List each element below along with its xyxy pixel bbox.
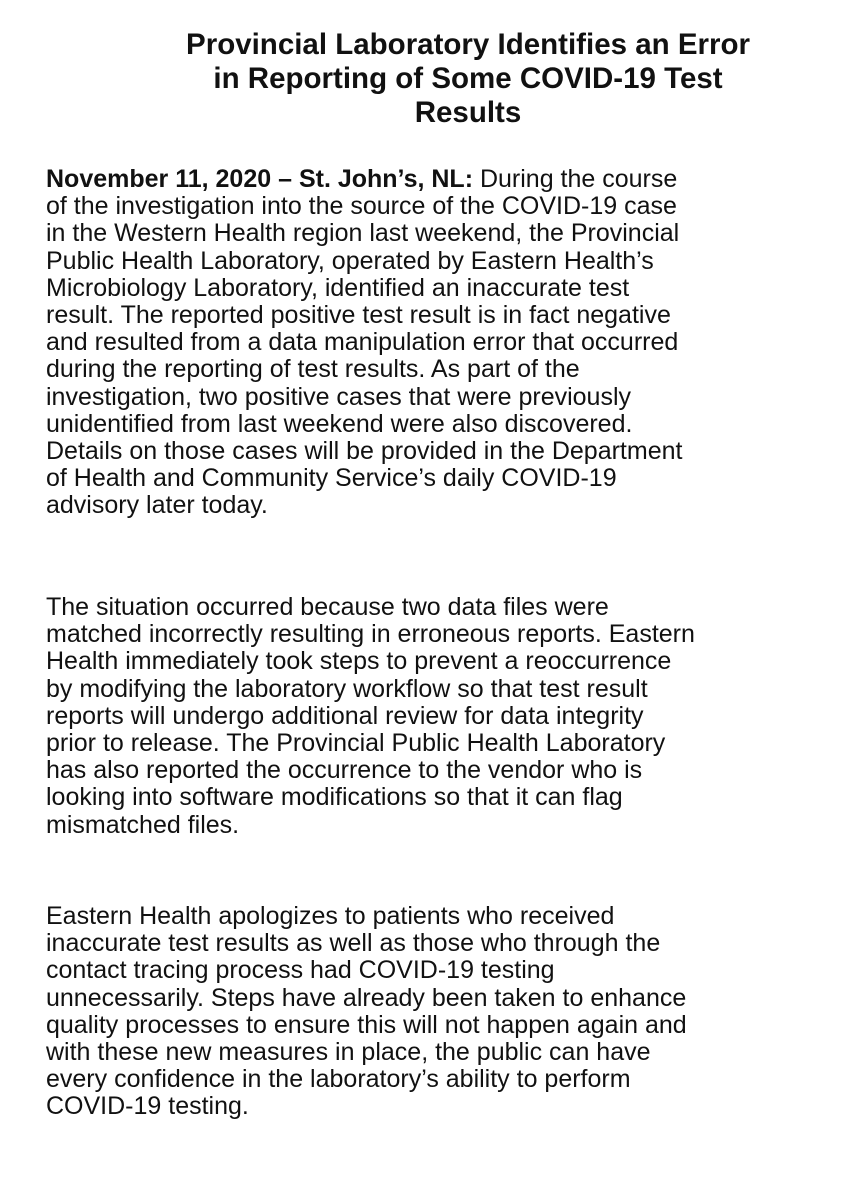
- paragraph-line: The situation occurred because two data files were: [46, 593, 609, 621]
- paragraph-line: [46, 166, 836, 193]
- paragraph-investigation: [46, 166, 836, 520]
- title-line: Provincial Laboratory Identifies an Error: [186, 28, 750, 61]
- paragraph-line: Eastern Health apologizes to patients who received: [46, 902, 615, 930]
- paragraph-line: Health immediately took steps to prevent a reoccurrence: [46, 647, 672, 676]
- paragraph-line: has also reported the occurrence to the vendor who is: [46, 756, 643, 785]
- paragraph-line: mismatched files.: [46, 810, 240, 839]
- title-line: Results: [414, 96, 522, 129]
- paragraph-line: quality processes to ensure this will not happen again and: [46, 1010, 687, 1039]
- paragraph-line: Public Health Laboratory, operated by Eastern Health’s: [46, 246, 654, 275]
- paragraph-line: unnecessarily. Steps have already been taken to enhance: [46, 983, 687, 1012]
- paragraph-line: by modifying the laboratory workflow so that test result: [46, 674, 648, 703]
- paragraph-line: with these new measures in place, the public can have: [46, 1038, 651, 1067]
- paragraph-line: of the investigation into the source of the COVID-19 case: [46, 192, 677, 221]
- paragraph-line: of Health and Community Service’s daily COVID-19: [46, 464, 617, 493]
- paragraph-line: unidentified from last weekend were also discovered.: [46, 409, 633, 438]
- press-release-title: [100, 28, 836, 130]
- paragraph-line: in the Western Health region last weekend, the Provincial: [46, 219, 680, 248]
- paragraph-line: contact tracing process had COVID-19 testing: [46, 956, 555, 985]
- paragraph-cause: [46, 594, 836, 839]
- paragraph-line: looking into software modifications so that it can flag: [46, 783, 623, 812]
- title-line: in Reporting of Some COVID-19 Test: [213, 62, 723, 95]
- paragraph-line: prior to release. The Provincial Public Health Laboratory: [46, 729, 666, 758]
- paragraph-line: Microbiology Laboratory, identified an inaccurate test: [46, 273, 630, 302]
- paragraph-line: inaccurate test results as well as those who through the: [46, 929, 661, 958]
- paragraph-text: During the course: [473, 165, 678, 193]
- paragraph-line: during the reporting of test results. As part of the: [46, 355, 580, 384]
- paragraph-line: matched incorrectly resulting in erroneous reports. Eastern: [46, 620, 695, 649]
- paragraph-line: COVID-19 testing.: [46, 1092, 249, 1121]
- paragraph-line: and resulted from a data manipulation error that occurred: [46, 328, 679, 357]
- paragraph-line: result. The reported positive test result is in fact negative: [46, 301, 671, 330]
- paragraph-line: every confidence in the laboratory’s ability to perform: [46, 1065, 631, 1094]
- paragraph-line: investigation, two positive cases that were previously: [46, 382, 632, 411]
- paragraph-apology: [46, 903, 836, 1121]
- paragraph-line: Details on those cases will be provided in the Department: [46, 437, 683, 466]
- dateline: November 11, 2020 – St. John’s, NL:: [46, 165, 474, 193]
- paragraph-line: advisory later today.: [46, 491, 268, 520]
- paragraph-line: reports will undergo additional review for data integrity: [46, 701, 644, 730]
